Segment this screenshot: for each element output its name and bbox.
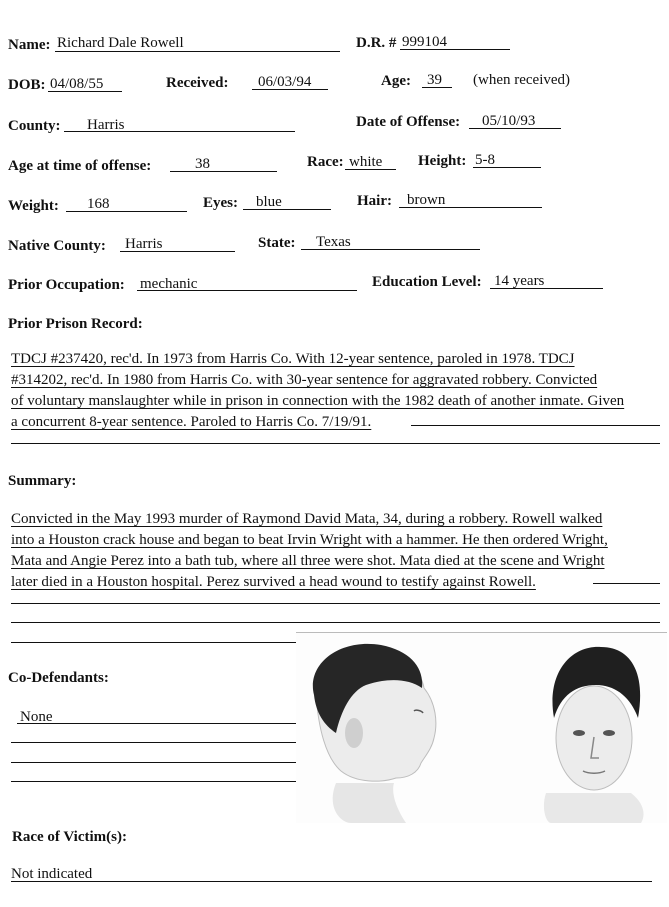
summary-label: Summary: [8,473,77,489]
summary-line: into a Houston crack house and began to beat Irvin Wright with a hammer. He then ordered Wright, [11,532,608,548]
age-note: (when received) [473,72,571,88]
summary-rule [11,642,296,643]
race-value: white [349,154,383,170]
co-defendants-rule [11,781,296,782]
occupation-label: Prior Occupation: [8,277,125,293]
height-value: 5-8 [475,152,495,168]
weight-value: 168 [87,196,110,212]
weight-underline [66,211,187,212]
weight-label: Weight: [8,198,59,214]
front-view [544,647,644,823]
summary-line: Convicted in the May 1993 murder of Raymond David Mata, 34, during a robbery. Rowell walked [11,511,603,527]
name-label: Name: [8,37,51,53]
native-county-label: Native County: [8,238,106,254]
dr-value: 999104 [402,34,447,50]
summary-rule [593,583,660,584]
prior-record-line: of voluntary manslaughter while in prison in connection with the 1982 death of another inmate. Given [11,393,625,409]
age-offense-label: Age at time of offense: [8,158,152,174]
dob-label: DOB: [8,77,46,93]
native-county-underline [120,251,235,252]
education-label: Education Level: [372,274,482,290]
profile-view [313,644,436,823]
county-label: County: [8,118,61,134]
name-value: Richard Dale Rowell [57,35,184,51]
dr-underline [400,49,510,50]
occupation-value: mechanic [140,276,198,292]
age-value: 39 [427,72,442,88]
prior-record-line: a concurrent 8-year sentence. Paroled to Harris Co. 7/19/91. [11,414,372,430]
name-underline [55,51,340,52]
education-value: 14 years [494,273,545,289]
summary-line: Mata and Angie Perez into a bath tub, where all three were shot. Mata died at the scene and Wright [11,553,605,569]
received-underline [252,89,328,90]
co-defendants-rule [11,742,296,743]
summary-line: later died in a Houston hospital. Perez survived a head wound to testify against Rowell. [11,574,536,590]
native-county-value: Harris [125,236,163,252]
eyes-underline [243,209,331,210]
summary-text [11,509,661,593]
age-underline [422,87,452,88]
race-label: Race: [307,154,344,170]
eyes-label: Eyes: [203,195,238,211]
eyes-value: blue [256,194,282,210]
summary-rule [11,603,660,604]
prior-record-rule [411,425,660,426]
offense-date-label: Date of Offense: [356,114,461,130]
height-underline [473,167,541,168]
mugshot-photo [296,632,667,823]
prior-record-line: TDCJ #237420, rec'd. In 1973 from Harris Co. With 12-year sentence, paroled in 1978. TDCJ [11,351,575,367]
hair-label: Hair: [357,193,392,209]
hair-underline [399,207,542,208]
education-underline [490,288,603,289]
offense-date-value: 05/10/93 [482,113,536,129]
co-defendants-value: None [20,709,53,725]
dob-underline [48,91,122,92]
victim-race-value: Not indicated [11,866,93,882]
dob-value: 04/08/55 [50,76,104,92]
age-offense-value: 38 [195,156,210,172]
hair-value: brown [407,192,446,208]
victim-race-rule [11,881,652,882]
height-label: Height: [418,153,467,169]
prior-record-line: #314202, rec'd. In 1980 from Harris Co. with 30-year sentence for aggravated robbery. Convicted [11,372,598,388]
state-label: State: [258,235,296,251]
offense-date-underline [469,128,561,129]
co-defendants-rule [11,762,296,763]
age-label: Age: [381,73,411,89]
received-label: Received: [166,75,229,91]
dr-label: D.R. # [356,35,397,51]
state-underline [301,249,480,250]
occupation-underline [137,290,357,291]
county-underline [64,131,295,132]
prior-record-rule [11,443,660,444]
prior-record-label: Prior Prison Record: [8,316,143,332]
victim-race-label: Race of Victim(s): [12,829,127,845]
co-defendants-rule [17,723,296,724]
co-defendants-label: Co-Defendants: [8,670,109,686]
summary-rule [11,622,660,623]
state-value: Texas [316,234,351,250]
county-value: Harris [87,117,125,133]
received-value: 06/03/94 [258,74,312,90]
mugshot-drawing [296,633,667,823]
race-underline [345,169,396,170]
age-offense-underline [170,171,277,172]
prior-record-text [11,349,661,433]
